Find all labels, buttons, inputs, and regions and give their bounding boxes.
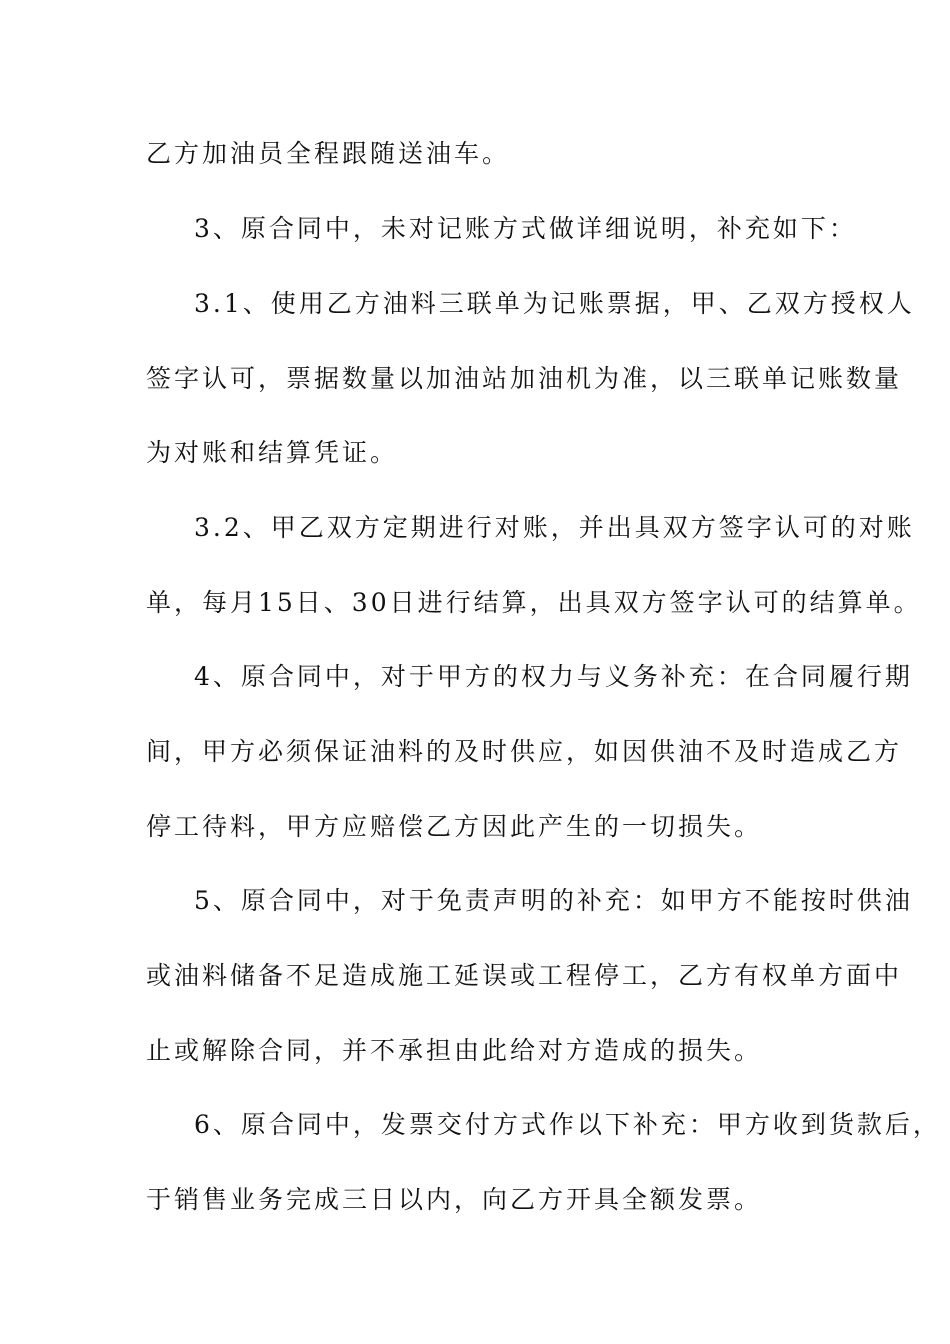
text-line: 4、原合同中，对于甲方的权力与义务补充：在合同履行期: [194, 662, 913, 691]
text-line: 6、原合同中，发票交付方式作以下补充：甲方收到货款后，: [194, 1110, 941, 1139]
text-line: 停工待料，甲方应赔偿乙方因此产生的一切损失。: [146, 812, 763, 841]
text-line: 3.2、甲乙双方定期进行对账，并出具双方签字认可的对账: [194, 513, 915, 542]
text-line: 单，每月15日、30日进行结算，出具双方签字认可的结算单。: [146, 588, 922, 617]
text-line: 3、原合同中，未对记账方式做详细说明，补充如下：: [194, 214, 857, 243]
text-line: 3.1、使用乙方油料三联单为记账票据，甲、乙双方授权人: [194, 289, 915, 318]
text-line: 乙方加油员全程跟随送油车。: [146, 139, 511, 168]
text-line: 或油料储备不足造成施工延误或工程停工，乙方有权单方面中: [146, 961, 903, 990]
text-line: 为对账和结算凭证。: [146, 438, 399, 467]
text-line: 签字认可，票据数量以加油站加油机为准，以三联单记账数量: [146, 364, 903, 393]
text-line: 于销售业务完成三日以内，向乙方开具全额发票。: [146, 1185, 763, 1214]
text-line: 止或解除合同，并不承担由此给对方造成的损失。: [146, 1036, 763, 1065]
text-line: 间，甲方必须保证油料的及时供应，如因供油不及时造成乙方: [146, 737, 903, 766]
text-line: 5、原合同中，对于免责声明的补充：如甲方不能按时供油: [194, 886, 913, 915]
